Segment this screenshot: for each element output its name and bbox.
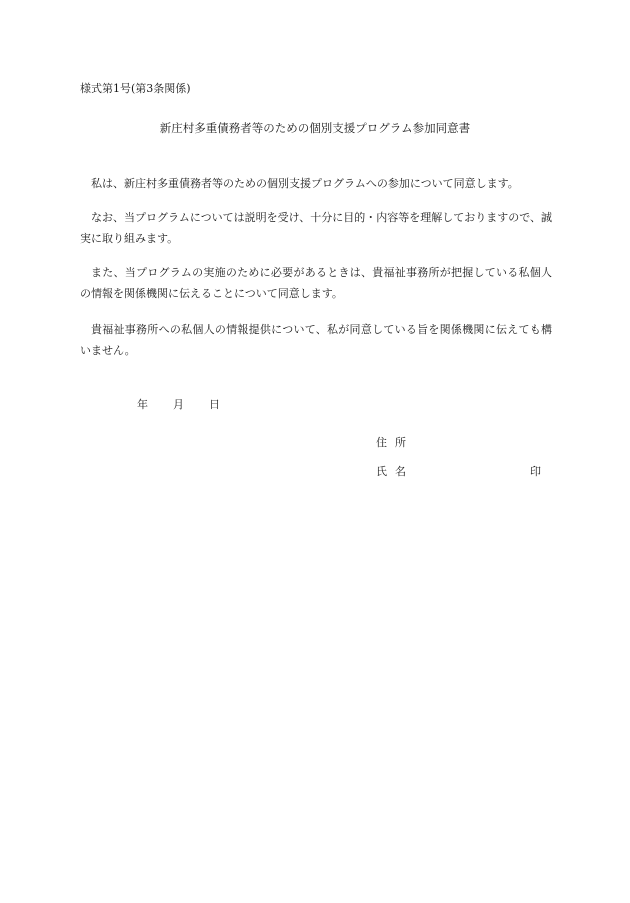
consent-paragraph-disclosure: 貴福祉事務所への私個人の情報提供について、私が同意している旨を関係機関に伝えても構いません。 bbox=[80, 323, 552, 357]
date-year-label: 年 bbox=[137, 398, 148, 411]
consent-paragraph-participation: 私は、新庄村多重債務者等のための個別支援プログラムへの参加について同意します。 bbox=[91, 177, 519, 190]
address-label: 住所 bbox=[376, 436, 414, 449]
consent-paragraph-understanding: なお、当プログラムについては説明を受け、十分に目的・内容等を理解しておりますので、誠実に取り組みます。 bbox=[80, 211, 553, 245]
seal-label: 印 bbox=[530, 465, 541, 478]
document-title: 新庄村多重債務者等のための個別支援プログラム参加同意書 bbox=[159, 121, 471, 135]
consent-paragraph-information-sharing: また、当プログラムの実施のために必要があるときは、貴福祉事務所が把握している私個人の情報を関係機関に伝えることについて同意します。 bbox=[80, 266, 552, 300]
date-line bbox=[137, 396, 220, 412]
date-day-label: 日 bbox=[209, 398, 220, 411]
name-label: 氏名 bbox=[376, 465, 414, 478]
form-number: 様式第1号(第3条関係) bbox=[80, 82, 191, 95]
date-month-label: 月 bbox=[173, 398, 184, 411]
